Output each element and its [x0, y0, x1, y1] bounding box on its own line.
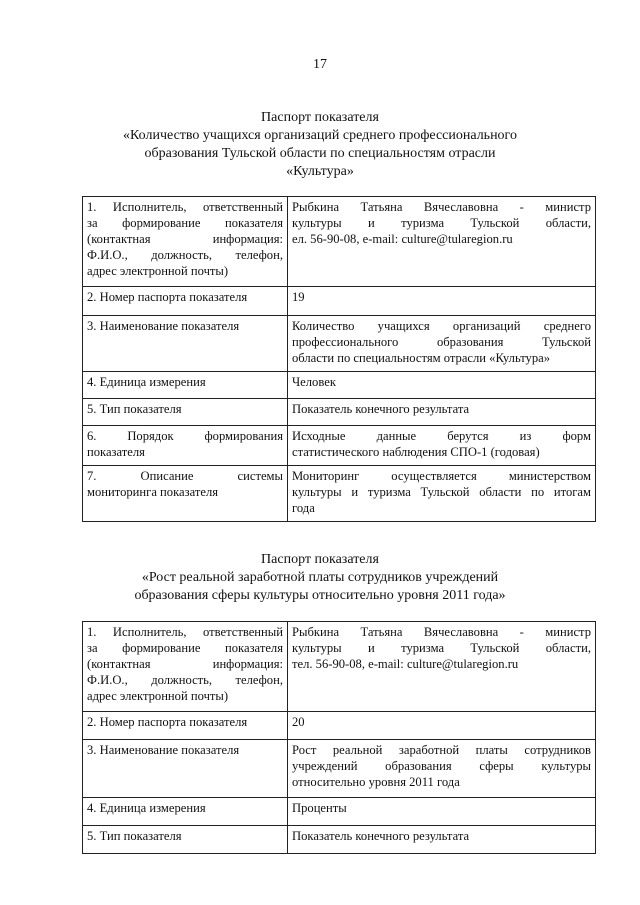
text-line: 20: [292, 715, 305, 729]
row-label: [83, 426, 288, 466]
text-line: Ф.И.О., должность, телефон,: [87, 673, 283, 687]
row-label: [83, 372, 288, 399]
table-row: [83, 197, 596, 287]
row-value: [288, 372, 596, 399]
text-line: 3. Наименование показателя: [87, 319, 240, 333]
text-line: культуры и туризма Тульской области,: [292, 216, 591, 230]
text-line: адрес электронной почты): [87, 689, 229, 703]
passport-heading: [0, 109, 640, 181]
text-line: 2. Номер паспорта показателя: [87, 290, 248, 304]
text-line: профессионального образования Тульской: [292, 335, 591, 349]
row-value: [288, 798, 596, 826]
text-line: 2. Номер паспорта показателя: [87, 715, 248, 729]
passport-table: [82, 196, 596, 522]
heading-line: «Рост реальной заработной платы сотрудников учреждений: [141, 570, 499, 585]
row-value: [288, 826, 596, 854]
text-line: мониторинга показателя: [87, 485, 219, 499]
text-line: культуры и туризма Тульской области по итогам: [292, 485, 591, 499]
row-value: [288, 197, 596, 287]
heading-line: Паспорт показателя: [261, 110, 379, 125]
row-label: [83, 197, 288, 287]
text-line: Количество учащихся организаций среднего: [292, 319, 591, 333]
table-row: [83, 287, 596, 316]
text-line: за формирование показателя: [87, 641, 283, 655]
row-label: [83, 826, 288, 854]
table-row: [83, 426, 596, 466]
text-line: культуры и туризма Тульской области,: [292, 641, 591, 655]
page-number: 17: [313, 57, 327, 72]
passport-table: [82, 621, 596, 854]
row-label: [83, 622, 288, 712]
table-row: [83, 798, 596, 826]
text-line: Исходные данные берутся из форм: [292, 429, 591, 443]
text-line: за формирование показателя: [87, 216, 283, 230]
text-line: 5. Тип показателя: [87, 829, 182, 843]
row-value: [288, 426, 596, 466]
row-value: [288, 399, 596, 426]
text-line: 7. Описание системы: [87, 469, 283, 483]
heading-line: «Культура»: [286, 164, 354, 179]
text-line: (контактная информация:: [87, 657, 283, 671]
text-line: Человек: [292, 375, 336, 389]
text-line: 3. Наименование показателя: [87, 743, 240, 757]
text-line: относительно уровня 2011 года: [292, 775, 460, 789]
row-label: [83, 287, 288, 316]
heading-line: Паспорт показателя: [261, 552, 379, 567]
row-label: [83, 712, 288, 740]
passport-heading: [0, 551, 640, 605]
table-row: [83, 826, 596, 854]
text-line: Рыбкина Татьяна Вячеславовна - министр: [292, 625, 591, 639]
row-label: [83, 316, 288, 372]
row-label: [83, 798, 288, 826]
text-line: Мониторинг осуществляется министерством: [292, 469, 591, 483]
text-line: 1. Исполнитель, ответственный: [87, 200, 283, 214]
table-row: [83, 316, 596, 372]
heading-line: образования Тульской области по специальностям отрасли: [144, 146, 496, 161]
text-line: года: [292, 501, 315, 515]
text-line: 6. Порядок формирования: [87, 429, 283, 443]
text-line: ел. 56-90-08, e-mail: culture@tularegion.ru: [292, 232, 513, 246]
text-line: адрес электронной почты): [87, 264, 229, 278]
text-line: 19: [292, 290, 305, 304]
text-line: области по специальностям отрасли «Культура»: [292, 351, 551, 365]
text-line: Ф.И.О., должность, телефон,: [87, 248, 283, 262]
row-value: [288, 622, 596, 712]
text-line: Рыбкина Татьяна Вячеславовна - министр: [292, 200, 591, 214]
text-line: 1. Исполнитель, ответственный: [87, 625, 283, 639]
row-value: [288, 316, 596, 372]
table-row: [83, 740, 596, 798]
row-label: [83, 466, 288, 522]
table-row: [83, 399, 596, 426]
text-line: Показатель конечного результата: [292, 402, 470, 416]
text-line: тел. 56-90-08, e-mail: culture@tularegion.ru: [292, 657, 519, 671]
heading-line: образования сферы культуры относительно уровня 2011 года»: [134, 588, 506, 603]
text-line: (контактная информация:: [87, 232, 283, 246]
text-line: статистического наблюдения СПО-1 (годовая): [292, 445, 540, 459]
row-label: [83, 740, 288, 798]
text-line: 4. Единица измерения: [87, 375, 206, 389]
text-line: Показатель конечного результата: [292, 829, 470, 843]
row-value: [288, 740, 596, 798]
text-line: учреждений образования сферы культуры: [292, 759, 591, 773]
table-row: [83, 372, 596, 399]
text-line: Проценты: [292, 801, 347, 815]
text-line: показателя: [87, 445, 145, 459]
text-line: Рост реальной заработной платы сотрудников: [292, 743, 591, 757]
row-label: [83, 399, 288, 426]
table-row: [83, 712, 596, 740]
heading-line: «Количество учащихся организаций среднего профессионального: [123, 128, 517, 143]
table-row: [83, 622, 596, 712]
text-line: 5. Тип показателя: [87, 402, 182, 416]
row-value: [288, 466, 596, 522]
text-line: 4. Единица измерения: [87, 801, 206, 815]
row-value: [288, 287, 596, 316]
row-value: [288, 712, 596, 740]
table-row: [83, 466, 596, 522]
